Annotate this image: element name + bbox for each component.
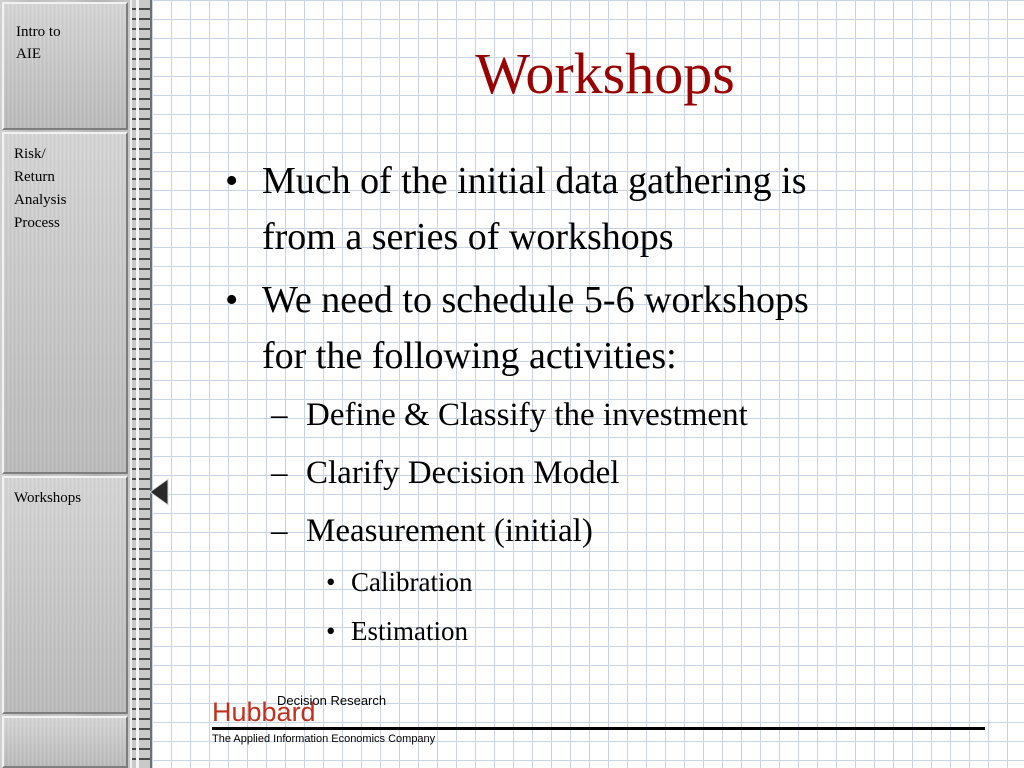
sub-sub-bullet-text: Calibration bbox=[351, 567, 473, 597]
ruler-rail bbox=[130, 0, 152, 768]
sub-sub-bullet-marker: • bbox=[326, 567, 336, 597]
logo-tagline-small: Decision Research bbox=[277, 693, 387, 708]
footer-rule bbox=[212, 727, 985, 730]
sidebar-item-risk-return[interactable] bbox=[2, 132, 128, 474]
sub-bullet-text: Define & Classify the investment bbox=[306, 397, 748, 433]
sidebar-item-label: Process bbox=[14, 215, 60, 231]
sub-sub-bullet-text: Estimation bbox=[351, 616, 468, 646]
sidebar-item-label: Analysis bbox=[14, 192, 67, 208]
sidebar-item-label: Return bbox=[14, 169, 55, 185]
sidebar-empty-panel bbox=[2, 716, 128, 768]
sub-sub-bullet-marker: • bbox=[326, 616, 336, 646]
bullet-text: We need to schedule 5-6 workshops bbox=[262, 279, 809, 321]
bullet-marker: • bbox=[225, 160, 239, 202]
sidebar-item-intro[interactable] bbox=[2, 2, 128, 130]
logo-wordmark: Hubbard bbox=[212, 697, 316, 727]
sidebar-item-label: Intro to bbox=[16, 24, 61, 40]
sub-bullet-marker: – bbox=[271, 455, 288, 491]
bullet-text: Much of the initial data gathering is bbox=[262, 160, 807, 202]
sub-bullet-text: Measurement (initial) bbox=[306, 513, 593, 549]
sub-bullet-marker: – bbox=[271, 397, 288, 433]
sidebar-item-label: Workshops bbox=[14, 490, 82, 506]
bullet-text: from a series of workshops bbox=[262, 216, 674, 258]
section-sidebar bbox=[0, 0, 130, 768]
sidebar-item-workshops[interactable] bbox=[2, 476, 128, 714]
slide-title: Workshops bbox=[475, 41, 735, 106]
sidebar-item-label: AIE bbox=[16, 46, 41, 62]
triangle-left-icon bbox=[148, 477, 170, 507]
company-tagline: The Applied Information Economics Company bbox=[212, 733, 436, 745]
sub-bullet-marker: – bbox=[271, 513, 288, 549]
rail-highlight bbox=[136, 0, 139, 768]
bullet-text: for the following activities: bbox=[262, 335, 677, 377]
sidebar-item-label: Risk/ bbox=[14, 146, 46, 162]
sub-bullet-text: Clarify Decision Model bbox=[306, 455, 620, 491]
bullet-marker: • bbox=[225, 279, 239, 321]
